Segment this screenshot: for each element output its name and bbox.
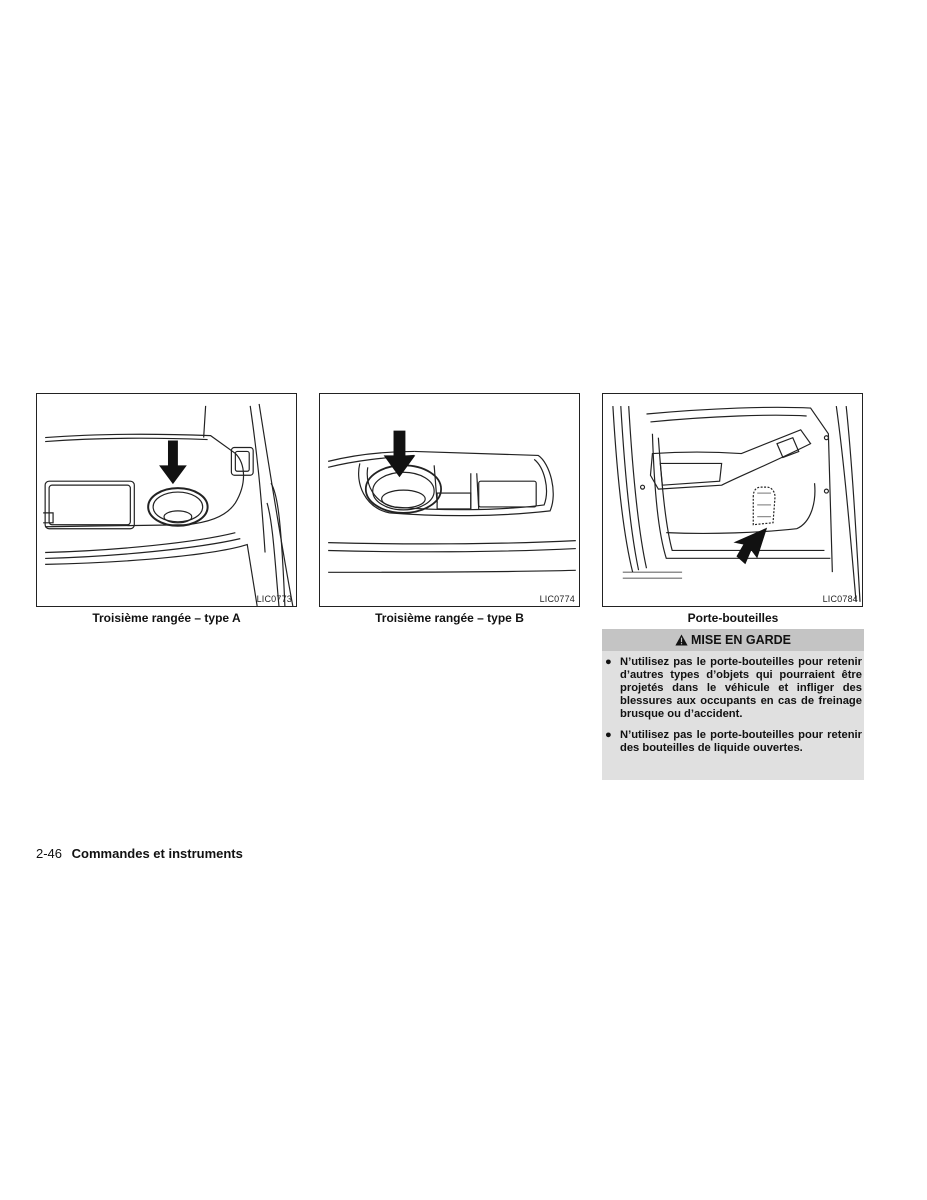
figure-caption: Troisième rangée – type B (375, 611, 524, 625)
warning-header (602, 629, 864, 651)
bullet-icon: ● (605, 656, 612, 668)
bullet-icon: ● (605, 729, 612, 741)
page-footer (36, 846, 243, 861)
figure-code: LIC0784 (822, 594, 858, 604)
figure-third-row-type-a (36, 393, 297, 607)
third-row-cup-holder-type-b-illustration (320, 394, 579, 606)
warning-list (602, 651, 864, 755)
warning-item-text: N’utilisez pas le porte-bouteilles pour retenir des bouteilles de liquide ouvertes. (620, 729, 862, 754)
third-row-cup-holder-type-a-illustration (37, 394, 296, 606)
figure-third-row-type-b (319, 393, 580, 607)
section-title: Commandes et instruments (71, 846, 243, 861)
page-number: 2-46 (36, 846, 63, 861)
warning-item (602, 656, 862, 721)
figure-caption: Porte-bouteilles (687, 611, 779, 625)
figure-caption: Troisième rangée – type A (92, 611, 241, 625)
figure-code: LIC0773 (256, 594, 292, 604)
warning-box (602, 629, 864, 780)
door-bottle-holder-illustration (603, 394, 862, 606)
warning-item (602, 729, 862, 755)
warning-title: MISE EN GARDE (690, 633, 791, 647)
warning-item-text: N’utilisez pas le porte-bouteilles pour retenir d’autres types d’objets qui pourraient être projetés dans le véhicule et infliger des blessures aux occupants en cas de freinage brusque ou d’accident. (620, 656, 862, 720)
warning-triangle-icon (675, 634, 688, 646)
figure-code: LIC0774 (539, 594, 575, 604)
figure-bottle-holder (602, 393, 863, 607)
